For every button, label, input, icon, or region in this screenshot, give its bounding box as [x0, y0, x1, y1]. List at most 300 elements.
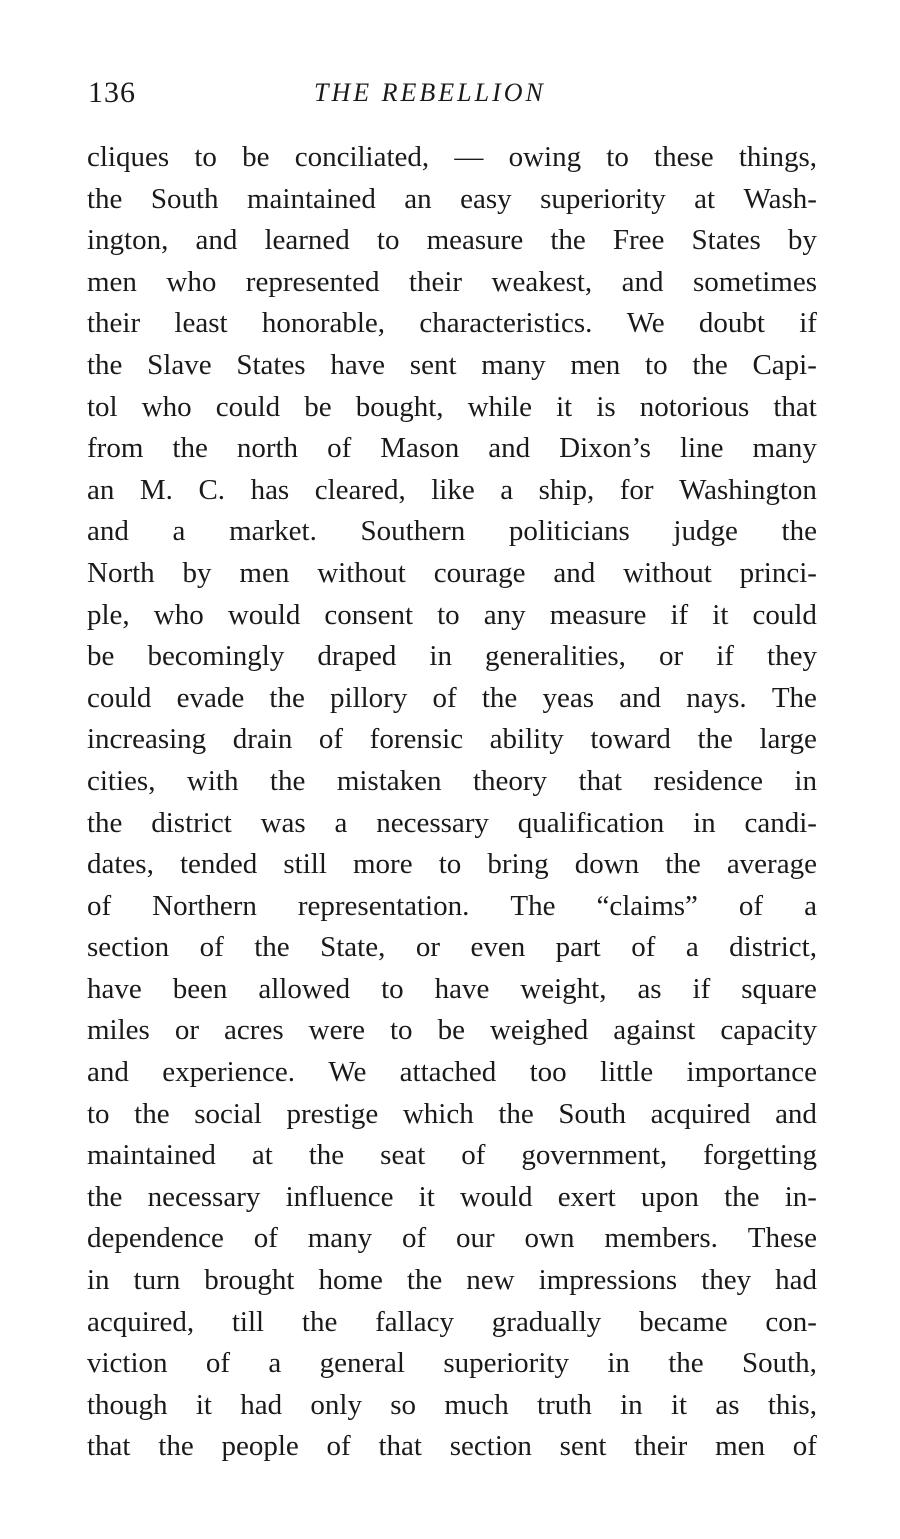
- word: have: [87, 972, 142, 1005]
- word: Southern: [360, 515, 466, 548]
- text-line: [87, 1343, 817, 1385]
- word: of: [738, 889, 764, 922]
- word: seat: [380, 1139, 426, 1172]
- word: ship,: [538, 473, 595, 506]
- word: was: [260, 806, 306, 839]
- word: without: [623, 556, 712, 589]
- word: to: [606, 141, 629, 173]
- word: a: [500, 473, 514, 506]
- text-line: [87, 470, 817, 512]
- word: influence: [285, 1180, 394, 1213]
- word: impressions: [538, 1264, 678, 1297]
- word: any: [483, 598, 526, 631]
- word: the: [87, 182, 123, 215]
- word: States: [236, 348, 306, 381]
- word: M.: [139, 473, 173, 506]
- word: if: [799, 307, 817, 340]
- word: section: [87, 931, 170, 964]
- word: it: [712, 598, 729, 631]
- word: South: [558, 1097, 627, 1130]
- word: upon: [640, 1180, 699, 1213]
- word: miles: [87, 1014, 150, 1047]
- word: We: [626, 307, 665, 340]
- word: would: [459, 1180, 533, 1213]
- text-line: [87, 844, 817, 886]
- word: Free: [612, 224, 665, 257]
- word: nays.: [686, 681, 747, 714]
- word: honorable,: [261, 307, 386, 340]
- word: tended: [179, 848, 258, 881]
- word: North: [87, 556, 155, 589]
- text-line: [87, 428, 817, 470]
- word: the: [781, 515, 817, 548]
- word: been: [172, 972, 228, 1005]
- word: becomingly: [147, 640, 285, 673]
- word: bought,: [355, 390, 444, 423]
- word: the: [134, 1097, 170, 1130]
- word: of: [253, 1222, 278, 1255]
- word: the: [269, 764, 306, 797]
- word: our: [456, 1222, 495, 1255]
- word: by: [182, 556, 212, 589]
- word: turn: [133, 1264, 181, 1297]
- word: their: [87, 307, 141, 340]
- word: many: [481, 348, 546, 381]
- running-head: [88, 76, 818, 116]
- text-line: [87, 636, 817, 678]
- word: Capi-: [752, 348, 817, 381]
- text-line: [87, 303, 817, 345]
- word: men: [239, 556, 290, 589]
- word: consent: [324, 598, 414, 631]
- word: the: [87, 1180, 123, 1213]
- text-line: [87, 1385, 817, 1427]
- word: the: [498, 1097, 534, 1130]
- body-text: [87, 137, 817, 1468]
- word: or: [174, 1014, 200, 1047]
- word: notorious: [639, 390, 750, 423]
- word: be: [242, 141, 270, 173]
- word: draped: [317, 640, 397, 673]
- word: weakest,: [491, 265, 593, 298]
- word: Northern: [152, 889, 257, 922]
- text-line: [87, 179, 817, 221]
- word: cleared,: [314, 473, 406, 506]
- word: of: [631, 931, 656, 964]
- word: members.: [604, 1222, 718, 1255]
- word: it: [670, 1388, 688, 1421]
- word: down: [574, 848, 640, 881]
- word: an: [87, 473, 115, 506]
- word: as: [715, 1388, 740, 1421]
- word: would: [227, 598, 301, 631]
- word: new: [466, 1264, 515, 1297]
- word: for: [619, 473, 654, 506]
- word: their: [408, 265, 463, 298]
- word: in: [620, 1388, 643, 1421]
- text-line: [87, 886, 817, 928]
- word: toward: [590, 723, 671, 756]
- word: acquired: [650, 1097, 751, 1130]
- word: of: [402, 1222, 427, 1255]
- word: in-: [784, 1180, 817, 1213]
- word: the: [172, 432, 208, 465]
- word: candi-: [744, 806, 817, 839]
- word: residence: [653, 764, 763, 797]
- word: could: [87, 681, 152, 714]
- word: in: [429, 640, 452, 673]
- word: acres: [224, 1014, 284, 1047]
- word: district,: [729, 931, 817, 964]
- word: courage: [433, 556, 526, 589]
- text-line: [87, 1135, 817, 1177]
- word: the: [254, 931, 290, 964]
- word: the: [87, 806, 123, 839]
- word: to: [389, 1014, 413, 1047]
- word: of: [461, 1139, 486, 1172]
- word: the: [87, 348, 123, 381]
- word: that: [378, 1430, 422, 1463]
- word: learned: [264, 224, 350, 257]
- word: measure: [549, 598, 647, 631]
- word: yeas: [542, 681, 595, 714]
- word: if: [692, 972, 711, 1005]
- word: own: [524, 1222, 575, 1255]
- text-line: [87, 220, 817, 262]
- word: tol: [87, 390, 118, 423]
- word: allowed: [258, 972, 351, 1005]
- word: like: [431, 473, 475, 506]
- word: many: [752, 432, 817, 465]
- word: of: [318, 723, 344, 756]
- word: men: [715, 1430, 766, 1463]
- word: represented: [245, 265, 380, 298]
- text-line: [87, 137, 817, 179]
- text-line: [87, 1426, 817, 1468]
- word: a: [172, 515, 186, 548]
- word: cities,: [87, 764, 156, 797]
- word: superiority: [443, 1347, 569, 1380]
- text-line: [87, 1177, 817, 1219]
- word: owing: [508, 141, 582, 173]
- word: of: [199, 931, 224, 964]
- word: gradually: [491, 1305, 602, 1338]
- word: against: [613, 1014, 696, 1047]
- word: from: [87, 432, 144, 465]
- word: till: [231, 1305, 265, 1338]
- word: State,: [320, 931, 386, 964]
- text-line: [87, 761, 817, 803]
- word: Washington: [679, 473, 817, 506]
- word: forensic: [369, 723, 464, 756]
- word: could: [752, 598, 817, 631]
- word: fallacy: [375, 1305, 454, 1338]
- text-line: [87, 719, 817, 761]
- word: in: [693, 806, 716, 839]
- word: the: [697, 723, 733, 756]
- word: who: [153, 598, 204, 631]
- text-line: [87, 1302, 817, 1344]
- word: weight,: [520, 972, 607, 1005]
- word: of: [432, 681, 457, 714]
- word: even: [470, 931, 526, 964]
- word: of: [327, 432, 352, 465]
- word: large: [759, 723, 817, 756]
- word: —: [454, 141, 484, 173]
- word: at: [694, 182, 716, 215]
- word: to: [438, 848, 462, 881]
- word: dates,: [87, 848, 154, 881]
- word: in: [794, 764, 817, 797]
- word: drain: [232, 723, 293, 756]
- word: district: [151, 806, 232, 839]
- text-line: [87, 1218, 817, 1260]
- word: generalities,: [485, 640, 626, 673]
- word: this,: [767, 1388, 817, 1421]
- word: Dixon’s: [559, 432, 651, 465]
- word: market.: [229, 515, 317, 548]
- word: of: [792, 1430, 817, 1463]
- word: the: [481, 681, 518, 714]
- word: who: [141, 390, 192, 423]
- word: of: [205, 1347, 231, 1380]
- word: and: [87, 1056, 129, 1089]
- word: the: [665, 848, 701, 881]
- word: Mason: [380, 432, 460, 465]
- word: dependence: [87, 1222, 224, 1255]
- word: have: [330, 348, 386, 381]
- word: capacity: [720, 1014, 817, 1047]
- word: These: [747, 1222, 817, 1255]
- word: a: [685, 931, 699, 964]
- word: had: [775, 1264, 817, 1297]
- word: were: [308, 1014, 365, 1047]
- word: if: [670, 598, 689, 631]
- word: to: [437, 598, 460, 631]
- text-line: [87, 345, 817, 387]
- word: to: [376, 224, 400, 257]
- word: South,: [742, 1347, 817, 1380]
- word: the: [308, 1139, 345, 1172]
- text-line: [87, 969, 817, 1011]
- word: sometimes: [692, 265, 817, 298]
- word: weighed: [489, 1014, 589, 1047]
- word: sent: [559, 1430, 607, 1463]
- word: these: [654, 141, 714, 173]
- word: doubt: [698, 307, 765, 340]
- word: The: [510, 889, 556, 922]
- word: acquired,: [87, 1305, 195, 1338]
- word: and: [195, 224, 238, 257]
- word: sent: [409, 348, 457, 381]
- word: by: [787, 224, 817, 257]
- text-line: [87, 1260, 817, 1302]
- word: necessary: [376, 806, 489, 839]
- text-line: [87, 927, 817, 969]
- word: the: [301, 1305, 338, 1338]
- word: conciliated,: [294, 141, 430, 173]
- word: the: [692, 348, 728, 381]
- page-number: 136: [88, 76, 136, 109]
- word: only: [310, 1388, 362, 1421]
- word: the: [406, 1264, 443, 1297]
- word: in: [607, 1347, 630, 1380]
- word: princi-: [739, 556, 817, 589]
- word: qualification: [517, 806, 665, 839]
- word: they: [767, 640, 817, 673]
- text-line: [87, 595, 817, 637]
- word: more: [353, 848, 413, 881]
- word: line: [679, 432, 724, 465]
- word: at: [251, 1139, 273, 1172]
- word: least: [174, 307, 228, 340]
- word: the: [724, 1180, 760, 1213]
- word: The: [771, 681, 817, 714]
- word: measure: [426, 224, 524, 257]
- word: and: [619, 681, 662, 714]
- word: Slave: [147, 348, 212, 381]
- word: exert: [557, 1180, 616, 1213]
- text-line: [87, 387, 817, 429]
- word: forgetting: [703, 1139, 817, 1172]
- word: bring: [487, 848, 549, 881]
- word: ple,: [87, 598, 130, 631]
- word: or: [659, 640, 684, 673]
- word: it: [195, 1388, 212, 1421]
- word: superiority: [540, 182, 666, 215]
- word: viction: [87, 1347, 168, 1380]
- text-line: [87, 803, 817, 845]
- word: be: [87, 640, 115, 673]
- word: to: [194, 141, 217, 173]
- word: a: [268, 1347, 282, 1380]
- word: that: [87, 1430, 131, 1463]
- word: government,: [521, 1139, 668, 1172]
- word: attached: [399, 1056, 497, 1089]
- word: representation.: [297, 889, 470, 922]
- word: mistaken: [336, 764, 442, 797]
- text-line: [87, 1094, 817, 1136]
- word: the: [269, 681, 305, 714]
- word: and: [621, 265, 664, 298]
- word: pillory: [330, 681, 408, 714]
- word: with: [186, 764, 239, 797]
- word: to: [87, 1097, 110, 1130]
- word: evade: [176, 681, 245, 714]
- word: that: [773, 390, 817, 423]
- word: necessary: [147, 1180, 261, 1213]
- word: con-: [765, 1305, 817, 1338]
- word: a: [804, 889, 817, 922]
- word: as: [637, 972, 662, 1005]
- word: without: [317, 556, 406, 589]
- word: many: [307, 1222, 373, 1255]
- word: so: [390, 1388, 417, 1421]
- word: is: [596, 390, 616, 423]
- word: cliques: [87, 141, 170, 173]
- word: be: [304, 390, 332, 423]
- word: had: [240, 1388, 283, 1421]
- word: it: [556, 390, 573, 423]
- running-title: THE REBELLION: [314, 78, 546, 107]
- word: South: [150, 182, 219, 215]
- text-line: [87, 678, 817, 720]
- text-line: [87, 262, 817, 304]
- word: brought: [204, 1264, 295, 1297]
- word: who: [166, 265, 217, 298]
- word: We: [328, 1056, 367, 1089]
- word: which: [402, 1097, 474, 1130]
- word: importance: [686, 1056, 817, 1089]
- word: home: [318, 1264, 383, 1297]
- word: the: [550, 224, 586, 257]
- word: if: [716, 640, 734, 673]
- word: to: [645, 348, 668, 381]
- word: average: [726, 848, 817, 881]
- word: they: [701, 1264, 752, 1297]
- word: people: [221, 1430, 299, 1463]
- word: social: [194, 1097, 262, 1130]
- word: while: [467, 390, 533, 423]
- word: their: [634, 1430, 688, 1463]
- word: characteristics.: [419, 307, 593, 340]
- word: truth: [537, 1388, 592, 1421]
- word: C.: [198, 473, 226, 506]
- word: little: [600, 1056, 654, 1089]
- text-line: [87, 1052, 817, 1094]
- word: to: [381, 972, 404, 1005]
- word: experience.: [162, 1056, 296, 1089]
- word: that: [578, 764, 623, 797]
- word: ability: [489, 723, 564, 756]
- word: square: [741, 972, 817, 1005]
- word: men: [570, 348, 621, 381]
- word: ington,: [87, 224, 169, 257]
- word: the: [668, 1347, 704, 1380]
- word: increasing: [87, 723, 207, 756]
- text-line: [87, 553, 817, 595]
- word: became: [639, 1305, 728, 1338]
- word: has: [250, 473, 290, 506]
- word: though: [87, 1388, 168, 1421]
- word: part: [555, 931, 601, 964]
- word: in: [87, 1264, 110, 1297]
- word: States: [691, 224, 761, 257]
- text-line: [87, 511, 817, 553]
- word: too: [529, 1056, 567, 1089]
- word: politicians: [508, 515, 630, 548]
- word: theory: [472, 764, 548, 797]
- word: and: [87, 515, 129, 548]
- word: a: [334, 806, 348, 839]
- word: an: [404, 182, 432, 215]
- word: maintained: [247, 182, 376, 215]
- word: “claims”: [596, 889, 698, 922]
- word: it: [418, 1180, 435, 1213]
- word: north: [236, 432, 299, 465]
- word: easy: [460, 182, 512, 215]
- word: much: [444, 1388, 509, 1421]
- word: general: [319, 1347, 405, 1380]
- word: prestige: [286, 1097, 379, 1130]
- word: things,: [738, 141, 817, 173]
- word: Wash-: [743, 182, 817, 215]
- word: and: [553, 556, 596, 589]
- text-line: [87, 1010, 817, 1052]
- word: and: [488, 432, 531, 465]
- word: judge: [673, 515, 738, 548]
- word: men: [87, 265, 137, 298]
